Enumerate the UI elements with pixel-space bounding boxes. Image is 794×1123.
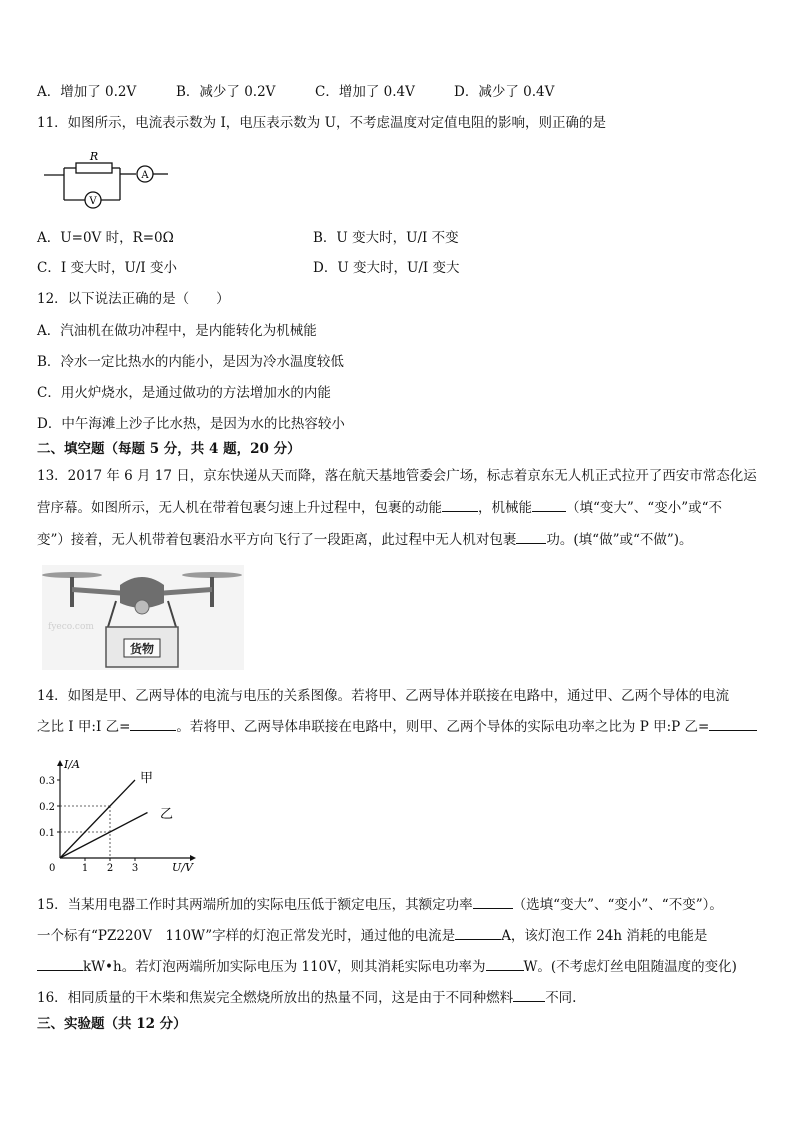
q11-circuit-diagram bbox=[44, 150, 172, 210]
q14-line-1: 14．如图是甲、乙两导体的电流与电压的关系图像。若将甲、乙两导体并联接在电路中，通过甲、乙两个导体的电流 bbox=[37, 688, 730, 704]
q15-blank-rated-power[interactable] bbox=[473, 895, 513, 909]
q13-line-1: 13．2017 年 6 月 17 日，京东快递从天而降，落在航天基地管委会广场，标志着京东无人机正式拉开了西安市常态化运 bbox=[37, 468, 757, 484]
q15-text-d: A，该灯泡工作 24h 消耗的电能是 bbox=[501, 928, 708, 944]
q12-stem: 12．以下说法正确的是（ ） bbox=[37, 291, 230, 307]
q15-text-e: kW•h。若灯泡两端所加实际电压为 110V，则其消耗实际电功率为 bbox=[83, 959, 486, 975]
x-axis-label: U/V bbox=[172, 861, 193, 874]
series-line-jia bbox=[60, 780, 135, 858]
q15-line-3 bbox=[37, 957, 737, 976]
q16-blank-heat-value[interactable] bbox=[513, 988, 545, 1002]
q14-blank-current-ratio[interactable] bbox=[130, 717, 176, 731]
q12-option-b: B．冷水一定比热水的内能小，是因为冷水温度较低 bbox=[37, 354, 344, 370]
q12-option-c: C．用火炉烧水，是通过做功的方法增加水的内能 bbox=[37, 385, 331, 401]
x-tick-label: 3 bbox=[131, 863, 139, 874]
resistor-label: R bbox=[89, 150, 99, 163]
y-axis-label: I/A bbox=[64, 758, 80, 771]
q14-text-a: 之比 I 甲:I 乙= bbox=[37, 719, 131, 735]
line-jia-label: 甲 bbox=[140, 771, 154, 786]
q10-option-c: C．增加了 0.4V bbox=[315, 84, 415, 100]
q14-line-2 bbox=[37, 717, 757, 736]
resistor-symbol bbox=[76, 163, 112, 173]
q16-text-a: 16．相同质量的干木柴和焦炭完全燃烧所放出的热量不同，这是由于不同种燃料 bbox=[37, 990, 514, 1006]
section-2-title: 二、填空题（每题 5 分，共 4 题，20 分） bbox=[37, 441, 301, 457]
q15-blank-energy[interactable] bbox=[37, 957, 83, 971]
q13-blank-kinetic-energy[interactable] bbox=[442, 498, 478, 512]
q15-text-a: 15．当某用电器工作时其两端所加的实际电压低于额定电压，其额定功率 bbox=[37, 897, 473, 913]
q10-option-a: A．增加了 0.2V bbox=[37, 84, 137, 100]
q15-line-2 bbox=[37, 926, 707, 945]
q13-text-e: 功。(填“做”或“不做”)。 bbox=[546, 532, 693, 548]
q16-text-b: 不同. bbox=[545, 990, 577, 1006]
watermark: fyeco.com bbox=[48, 622, 94, 632]
q13-text-d: 变”）接着，无人机带着包裹沿水平方向飞行了一段距离，此过程中无人机对包裹 bbox=[37, 532, 517, 548]
q13-text-b: ，机械能 bbox=[478, 500, 532, 516]
parcel-label: 货物 bbox=[129, 642, 155, 656]
q14-text-b: 。若将甲、乙两导体串联接在电路中，则甲、乙两个导体的实际电功率之比为 P 甲:P 乙= bbox=[176, 719, 710, 735]
q14-blank-power-ratio[interactable] bbox=[709, 717, 757, 731]
line-yi-label: 乙 bbox=[160, 807, 174, 822]
q10-option-b: B．减少了 0.2V bbox=[176, 84, 276, 100]
q10-option-d: D．减少了 0.4V bbox=[454, 84, 555, 100]
q15-text-f: W。(不考虑灯丝电阻随温度的变化) bbox=[523, 959, 737, 975]
q13-text-a: 营序幕。如图所示，无人机在带着包裹匀速上升过程中，包裹的动能 bbox=[37, 500, 442, 516]
q11-option-b: B．U 变大时，U/I 不变 bbox=[313, 230, 459, 246]
x-tick-label: 2 bbox=[106, 863, 114, 874]
q13-blank-work[interactable] bbox=[516, 530, 546, 544]
section-3-title: 三、实验题（共 12 分） bbox=[37, 1016, 187, 1032]
voltmeter-label: V bbox=[89, 196, 97, 207]
ammeter-label: A bbox=[141, 170, 149, 181]
q14-iu-graph bbox=[38, 758, 198, 878]
q13-blank-mechanical-energy[interactable] bbox=[532, 498, 566, 512]
q13-line-3 bbox=[37, 530, 693, 549]
q12-option-d: D．中午海滩上沙子比水热，是因为水的比热容较小 bbox=[37, 416, 345, 432]
q15-blank-current[interactable] bbox=[455, 926, 501, 940]
q12-option-a: A．汽油机在做功冲程中，是内能转化为机械能 bbox=[37, 323, 317, 339]
drone-camera bbox=[135, 600, 149, 614]
q16-line-1 bbox=[37, 988, 576, 1007]
q11-option-d: D．U 变大时，U/I 变大 bbox=[313, 260, 460, 276]
q11-option-a: A．U=0V 时，R=0Ω bbox=[37, 230, 174, 246]
q15-text-c: 一个标有“PZ220V 110W”字样的灯泡正常发光时，通过他的电流是 bbox=[37, 928, 456, 944]
y-tick-label: 0.3 bbox=[39, 776, 55, 787]
series-line-yi bbox=[60, 813, 148, 859]
q15-line-1 bbox=[37, 895, 723, 914]
origin-label: 0 bbox=[49, 863, 56, 874]
q11-option-c: C．I 变大时，U/I 变小 bbox=[37, 260, 178, 276]
q11-stem: 11．如图所示，电流表示数为 I，电压表示数为 U，不考虑温度对定值电阻的影响，则正确的是 bbox=[37, 115, 606, 131]
q15-text-b: （选填“变大”、“变小”、“不变”）。 bbox=[512, 897, 723, 913]
q13-line-2 bbox=[37, 498, 722, 517]
x-tick-label: 1 bbox=[81, 863, 89, 874]
y-tick-label: 0.1 bbox=[39, 828, 55, 839]
q13-drone-image bbox=[42, 565, 244, 670]
q15-blank-actual-power[interactable] bbox=[486, 957, 524, 971]
y-tick-label: 0.2 bbox=[39, 802, 55, 813]
q13-text-c: （填“变大”、“变小”或“不 bbox=[566, 500, 723, 516]
